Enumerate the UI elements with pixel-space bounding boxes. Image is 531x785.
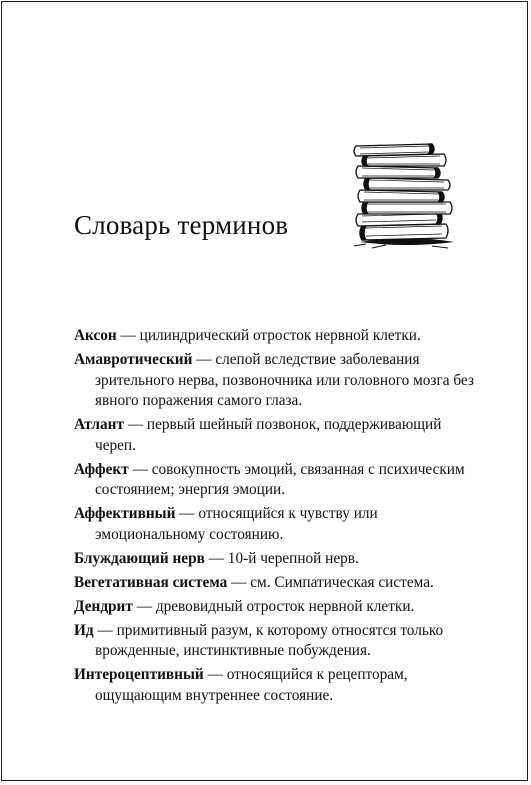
glossary-term: Атлант	[74, 416, 124, 433]
glossary-entry	[74, 621, 474, 662]
glossary-definition: — древовидный отросток нервной клетки.	[132, 597, 415, 615]
book-page	[1, 1, 528, 781]
glossary-definition: — слепой вследствие заболевания зрительного нерва, позвоночника или головного мозга без явного поражения самого глаза.	[95, 351, 474, 409]
glossary-term: Блуждающий нерв	[74, 549, 205, 567]
glossary-definition: — 10-й черепной нерв.	[204, 549, 359, 567]
page-title: Словарь терминов	[74, 210, 289, 240]
glossary-entry	[74, 460, 474, 501]
glossary-definition: — цилиндрический отросток нервной клетки.	[116, 327, 421, 344]
glossary-entry	[74, 415, 474, 456]
glossary-term: Аффект	[74, 460, 129, 478]
glossary-term: Дендрит	[74, 597, 133, 615]
glossary-definition: — первый шейный позвонок, поддерживающий череп.	[95, 416, 442, 454]
glossary-definition: — совокупность эмоций, связанная с психическим состоянием; энергия эмоции.	[95, 460, 465, 498]
glossary-term: Вегетативная система	[74, 573, 228, 591]
glossary-definition: — см. Симпатическая система.	[227, 573, 434, 591]
glossary-term: Аффективный	[74, 505, 176, 522]
glossary-definition: — относящийся к чувству или эмоциональному состоянию.	[95, 505, 378, 543]
glossary-entry	[74, 549, 474, 570]
glossary-entry	[74, 665, 474, 706]
glossary-entry	[74, 504, 474, 545]
glossary-entry	[74, 326, 474, 347]
glossary-list	[74, 326, 474, 710]
stack-of-books-icon	[352, 142, 462, 254]
glossary-entry	[74, 597, 474, 618]
glossary-definition: — примитивный разум, к которому относятся только врожденные, инстинктивные побуждения.	[93, 621, 444, 659]
glossary-term: Амавротический	[74, 351, 193, 368]
glossary-term: Ид	[74, 621, 94, 639]
glossary-term: Аксон	[74, 327, 117, 344]
glossary-entry	[74, 350, 474, 412]
glossary-term: Интероцептивный	[74, 666, 204, 683]
glossary-entry	[74, 573, 474, 594]
glossary-definition: — относящийся к рецепторам, ощущающим внутреннее состояние.	[95, 666, 408, 704]
